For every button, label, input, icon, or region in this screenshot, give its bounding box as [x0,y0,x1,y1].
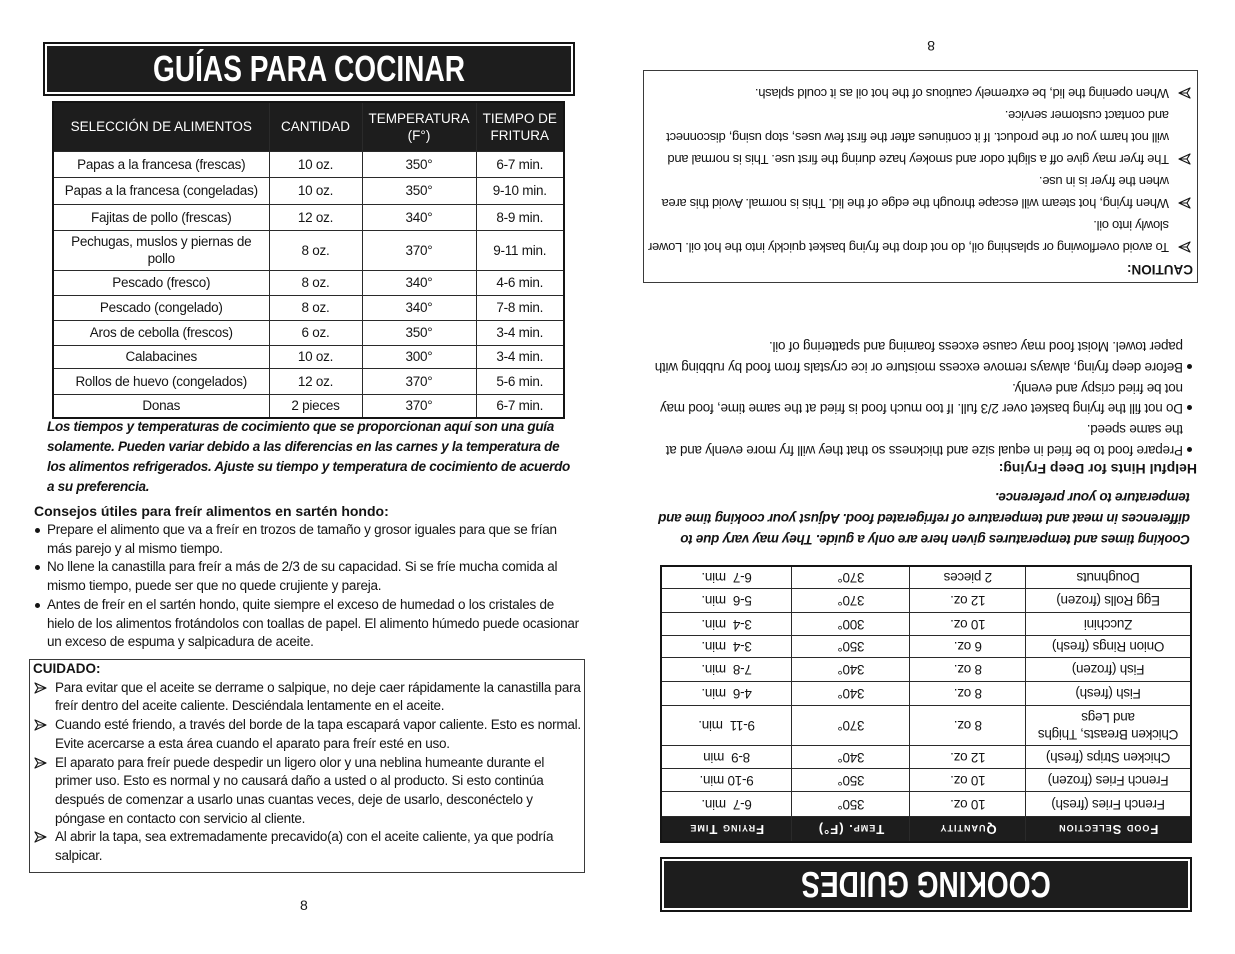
cell-temperature: 340° [362,204,476,230]
caution-list [33,679,581,866]
list-item [649,377,1197,419]
cell-food: Papas a la francesa (frescas) [53,151,269,177]
hints-list [34,521,579,652]
cell-quantity: 12 oz. [269,368,362,394]
table-row [661,792,1191,817]
cell-time: 8-9 min [661,746,792,769]
cell-food: French Fries (frozen) [1026,769,1191,792]
table-row [661,636,1191,658]
cell-temperature: 350° [362,177,476,204]
cell-food: Fajitas de pollo (frescas) [53,204,269,230]
bullet-icon [35,528,40,533]
cell-time: 4-6 min. [476,270,564,295]
cell-quantity: 8 oz. [910,706,1026,746]
cell-temperature: 370° [792,566,910,589]
cell-time: 8-9 min. [476,204,564,230]
cell-food: Fish (fresh) [1026,682,1191,706]
list-item [648,170,1193,214]
cell-temperature: 340° [362,270,476,295]
column-header-food: SELECCIÓN DE ALIMENTOS [53,102,269,151]
hints-heading: Consejos útiles para freír alimentos en sartén hondo: [34,503,389,519]
cell-time: 9-10 min. [661,769,792,792]
title-banner [660,857,1192,912]
cell-food: Zucchini [1026,613,1191,636]
arrowhead-bullet-icon [34,719,47,731]
arrowhead-bullet-icon [1178,241,1191,253]
cell-quantity: 12 oz. [910,746,1026,769]
cell-temperature: 340° [792,682,910,706]
cell-temperature: 300° [362,345,476,368]
cell-time: 9-11 min. [661,706,792,746]
list-item [648,104,1193,170]
hint-text: Do not fill the frying basket over 2/3 full. If too much food is fried at the same time, food may not be fried crispy and evenly. [660,380,1183,417]
column-header-temperature: Temp. (F°) [792,817,910,842]
page-number: 8 [927,38,935,54]
cell-food: Pechugas, muslos y piernas de pollo [53,230,269,270]
table-row [661,769,1191,792]
list-item [34,596,579,652]
cell-temperature: 350° [362,151,476,177]
cell-quantity: 10 oz. [910,769,1026,792]
hints-heading: Helpful Hints for Deep Frying: [998,461,1197,477]
list-item [33,679,581,716]
table-row [53,295,564,320]
cell-food: Egg Rolls (frozen) [1026,589,1191,613]
cell-quantity: 2 pieces [269,394,362,418]
cell-quantity: 12 oz. [269,204,362,230]
cell-time: 7-8 min. [661,658,792,682]
title-banner-fill [47,46,571,92]
title-banner [43,42,575,96]
table-row [53,368,564,394]
cell-quantity: 12 oz. [910,589,1026,613]
caution-text: Al abrir la tapa, sea extremadamente precavido(a) con el aceite caliente, ya que podría salpicar. [55,829,554,864]
cell-quantity: 10 oz. [269,177,362,204]
cell-food: Fish (frozen) [1026,658,1191,682]
page-number: 8 [300,897,308,913]
cell-time: 6-7 min. [661,566,792,589]
cell-food: Pescado (congelado) [53,295,269,320]
cell-time: 5-6 min. [661,589,792,613]
cell-temperature: 340° [792,746,910,769]
arrowhead-bullet-icon [34,682,47,694]
column-header-quantity: CANTIDAD [269,102,362,151]
cell-time: 3-4 min. [476,345,564,368]
hint-text: Before deep frying, always remove excess moisture or ice crystals from food by rubbing with paper towel. Moist food may cause excess foaming and spattering of oil. [655,339,1183,375]
table-row [661,682,1191,706]
bullet-icon [35,565,40,570]
bullet-icon [1187,405,1192,410]
list-item [34,521,579,558]
cell-temperature: 350° [792,769,910,792]
caution-text: When opening the lid, be extremely cautious of the hot oil as it could splash. [755,86,1169,101]
page-english [620,25,1215,925]
page-title: COOKING GUIDES [801,864,1051,906]
cell-temperature: 370° [792,589,910,613]
list-item [649,418,1197,460]
list-item [33,828,581,865]
cell-food: Aros de cebolla (frescos) [53,320,269,345]
caution-box [643,70,1198,283]
cell-food: French Fries (fresh) [1026,792,1191,817]
cell-temperature: 350° [792,636,910,658]
arrowhead-bullet-icon [34,831,47,843]
table-row [661,613,1191,636]
cell-food: Chicken Strips (fresh) [1026,746,1191,769]
cell-time: 3-4 min. [476,320,564,345]
caution-list [648,82,1193,258]
hint-text: Prepare el alimento que va a freír en trozos de tamaño y grosor iguales para que se frían más parejo y al mismo tiempo. [47,522,557,556]
cell-quantity: 8 oz. [269,295,362,320]
cooking-time-note: Los tiempos y temperaturas de cocimiento que se proporcionan aquí son una guía solamente. Pueden variar debido a las diferencias en las carnes y la temperatura de los alimentos refrigerados. Ajuste su tiempo y temperatura de cocimiento de acuerdo a su preferencia. [47,419,570,494]
cell-quantity: 6 oz. [910,636,1026,658]
cell-quantity: 6 oz. [269,320,362,345]
bullet-icon [35,603,40,608]
page-spanish [0,0,617,954]
column-header-temperature: TEMPERATURA (F°) [362,102,476,151]
hints-list [649,335,1197,460]
bullet-icon [1187,447,1192,452]
cell-quantity: 10 oz. [910,613,1026,636]
cell-time: 3-4 min. [661,613,792,636]
cell-temperature: 370° [362,368,476,394]
caution-text: Cuando esté friendo, a través del borde de la tapa escapará vapor caliente. Esto es normal. Evite acercarse a esta área cuando el aparato para freír esté en uso. [55,717,581,751]
arrowhead-bullet-icon [1178,197,1191,209]
cell-temperature: 340° [362,295,476,320]
cell-quantity: 2 pieces [910,566,1026,589]
caution-text: To avoid overflowing or splashing oil, do not drop the frying basket quickly into the hot oil. Lower slowly into oil. [648,218,1169,255]
cell-time: 6-7 min. [476,151,564,177]
cell-food: Doughnuts [1026,566,1191,589]
cell-time: 3-4 min. [661,636,792,658]
table-row [661,566,1191,589]
cell-temperature: 350° [792,792,910,817]
cell-temperature: 370° [362,394,476,418]
cell-quantity: 8 oz. [910,682,1026,706]
cell-time: 7-8 min. [476,295,564,320]
table-row [53,270,564,295]
caution-box [29,659,585,873]
cell-food: Chicken Breasts, Thighs and Legs [1026,706,1191,746]
table-row [53,230,564,270]
title-banner-fill [664,861,1188,908]
cell-temperature: 370° [792,706,910,746]
column-header-quantity: Quantity [910,817,1026,842]
table-row [661,706,1191,746]
page-title: GUÍAS PARA COCINAR [152,48,465,89]
column-header-time: TIEMPO DE FRITURA [476,102,564,151]
column-header-food: Food Selection [1026,817,1191,842]
table-header-row [53,102,564,151]
cell-food: Pescado (fresco) [53,270,269,295]
cell-quantity: 8 oz. [269,230,362,270]
cooking-guide-table [660,565,1192,843]
arrowhead-bullet-icon [1178,153,1191,165]
list-item [33,716,581,753]
list-item [649,335,1197,377]
cell-time: 5-6 min. [476,368,564,394]
cell-time: 4-6 min. [661,682,792,706]
cell-temperature: 300° [792,613,910,636]
table-row [661,746,1191,769]
hint-text: No llene la canastilla para freír a más de 2/3 de su capacidad. Si se fríe mucha comida al mismo tiempo, puede ser que no quede crujiente y pareja. [47,559,558,594]
table-row [53,345,564,368]
cell-quantity: 10 oz. [269,345,362,368]
cell-time: 9-11 min. [476,230,564,270]
cell-quantity: 8 oz. [910,658,1026,682]
cell-time: 6-7 min. [476,394,564,418]
cell-temperature: 340° [792,658,910,682]
cell-temperature: 370° [362,230,476,270]
cell-time: 6-7 min. [661,792,792,817]
caution-heading: CUIDADO: [33,661,101,676]
table-row [53,204,564,230]
table-row [53,151,564,177]
cell-food: Onion Rings (fresh) [1026,636,1191,658]
cell-quantity: 10 oz. [910,792,1026,817]
hint-text: Prepare food to be fried in equal size and thickness so that they will fry more evenly and at the same speed. [665,422,1183,458]
list-item [34,558,579,595]
arrowhead-bullet-icon [1178,87,1191,99]
table-row [53,320,564,345]
caution-text: El aparato para freír puede despedir un ligero olor y una neblina humeante durante el primer uso. Esto es normal y no causará daño a usted o al producto. Si esto continúa después de comenzar a usarlo unas cuantas veces, deje de usarlo, desconéctelo y póngase en contacto con servicio al cliente. [55,754,545,826]
bullet-icon [1187,364,1192,369]
cell-quantity: 8 oz. [269,270,362,295]
table-header-row [661,817,1191,842]
table-row [661,589,1191,613]
caution-text: When frying, hot steam will escape through the edge of the lid. This is normal. Avoid this area when the fryer is in use. [661,174,1169,211]
cell-food: Rollos de huevo (congelados) [53,368,269,394]
cell-food: Papas a la francesa (congeladas) [53,177,269,204]
list-item [648,214,1193,258]
caution-text: The fryer may give off a slight odor and smokey haze during the first use. This is normal and will not harm you or the product. If it continues after the first few uses, stop using, disconnect and contact customer service. [666,108,1169,167]
column-header-time: Frying Time [661,817,792,842]
cooking-time-note: Cooking times and temperatures given here are only a guide. They may vary due to differences in meat and temperature of refrigerated food. Adjust your cooking time and temperature to your preference. [658,490,1190,547]
cell-food: Donas [53,394,269,418]
cooking-guide-table [52,101,565,419]
table-row [53,177,564,204]
cell-temperature: 350° [362,320,476,345]
hint-text: Antes de freír en el sartén hondo, quite siempre el exceso de humedad o los cristales de hielo de los alimentos frotándolos con toallas de papel. El alimento húmedo puede ocasionar un exceso de espuma y salpicadura de aceite. [47,596,579,650]
cell-time: 9-10 min. [476,177,564,204]
table-row [661,658,1191,682]
arrowhead-bullet-icon [34,757,47,769]
list-item [648,82,1193,104]
list-item [33,754,581,829]
cell-quantity: 10 oz. [269,151,362,177]
caution-text: Para evitar que el aceite se derrame o salpique, no deje caer rápidamente la canastilla para freír dentro del aceite caliente. Desciéndala lentamente en el aceite. [55,679,581,714]
caution-heading: CAUTION: [1127,262,1193,277]
table-row [53,394,564,418]
cell-food: Calabacines [53,345,269,368]
